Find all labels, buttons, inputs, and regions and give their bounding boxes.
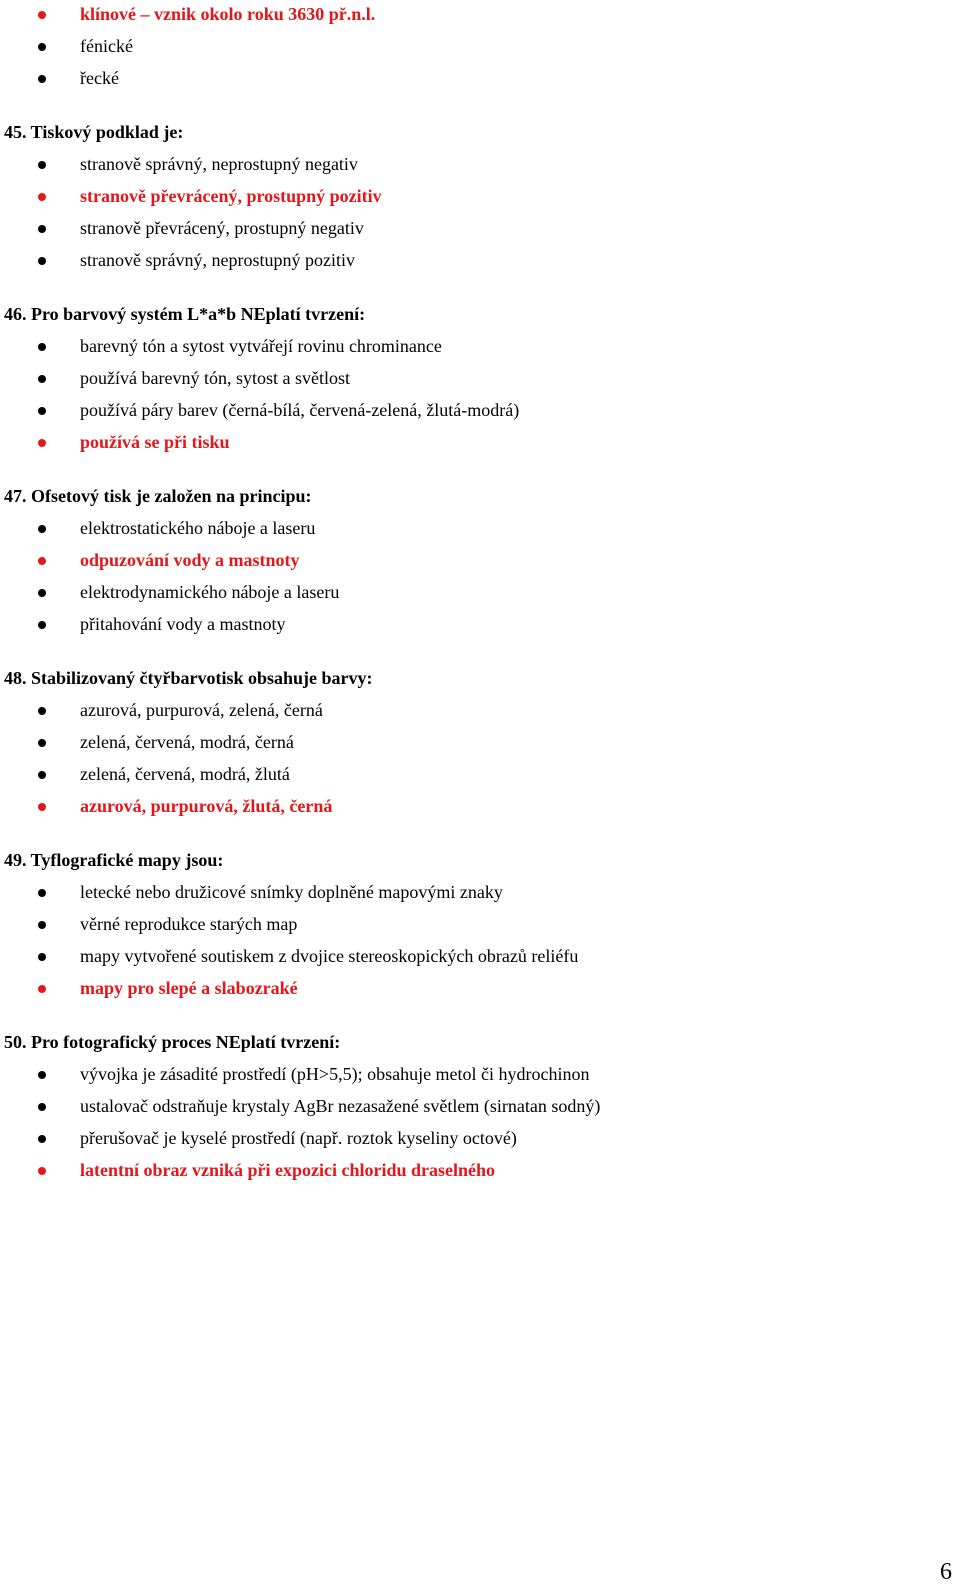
answer-item xyxy=(0,244,600,276)
question-block xyxy=(0,844,600,1004)
bullet-icon xyxy=(38,1071,46,1079)
bullet-icon xyxy=(38,739,46,747)
answer-text: vývojka je zásadité prostředí (pH>5,5); obsahuje metol či hydrochinon xyxy=(80,1064,590,1084)
answer-text: mapy vytvořené soutiskem z dvojice stereoskopických obrazů reliéfu xyxy=(80,946,579,966)
answer-text: mapy pro slepé a slabozraké xyxy=(80,978,298,998)
answer-text: fénické xyxy=(80,36,133,56)
answer-item xyxy=(0,694,600,726)
correct-answer-item xyxy=(0,426,600,458)
bullet-icon xyxy=(38,11,46,19)
answer-text: používá páry barev (černá-bílá, červená-zelená, žlutá-modrá) xyxy=(80,400,520,420)
question-block xyxy=(0,480,600,640)
bullet-icon xyxy=(38,707,46,715)
answer-item xyxy=(0,940,600,972)
answer-text: stranově správný, neprostupný negativ xyxy=(80,154,358,174)
answer-text: azurová, purpurová, zelená, černá xyxy=(80,700,323,720)
answer-text: věrné reprodukce starých map xyxy=(80,914,298,934)
bullet-icon xyxy=(38,439,46,447)
question-block xyxy=(0,1026,600,1186)
answer-text: zelená, červená, modrá, černá xyxy=(80,732,294,752)
bullet-icon xyxy=(38,407,46,415)
answer-text: ustalovač odstraňuje krystaly AgBr nezasažené světlem (sirnatan sodný) xyxy=(80,1096,601,1116)
answer-text: stranově správný, neprostupný pozitiv xyxy=(80,250,355,270)
answer-item xyxy=(0,362,600,394)
correct-answer-item xyxy=(0,0,600,30)
bullet-icon xyxy=(38,1167,46,1175)
bullet-icon xyxy=(38,525,46,533)
bullet-icon xyxy=(38,1135,46,1143)
answer-item xyxy=(0,30,600,62)
bullet-icon xyxy=(38,193,46,201)
bullet-icon xyxy=(38,953,46,961)
question-title: 48. Stabilizovaný čtyřbarvotisk obsahuje barvy: xyxy=(4,668,373,688)
answer-item xyxy=(0,394,600,426)
answer-text: latentní obraz vzniká při expozici chloridu draselného xyxy=(80,1160,496,1180)
question-title: 45. Tiskový podklad je: xyxy=(4,122,184,142)
bullet-icon xyxy=(38,889,46,897)
answer-text: stranově převrácený, prostupný negativ xyxy=(80,218,364,238)
correct-answer-item xyxy=(0,1154,600,1186)
answer-list xyxy=(0,876,600,1004)
answer-text: barevný tón a sytost vytvářejí rovinu chrominance xyxy=(80,336,442,356)
question-title: 49. Tyflografické mapy jsou: xyxy=(4,850,224,870)
document-content xyxy=(0,0,600,1186)
question-title: 50. Pro fotografický proces NEplatí tvrzení: xyxy=(4,1032,341,1052)
answer-item xyxy=(0,62,600,94)
bullet-icon xyxy=(38,803,46,811)
answer-text: odpuzování vody a mastnoty xyxy=(80,550,300,570)
answer-text: zelená, červená, modrá, žlutá xyxy=(80,764,290,784)
answer-item xyxy=(0,758,600,790)
answer-list xyxy=(0,0,600,94)
question-block xyxy=(0,662,600,822)
correct-answer-item xyxy=(0,544,600,576)
correct-answer-item xyxy=(0,180,600,212)
page-number: 6 xyxy=(940,1559,952,1585)
answer-item xyxy=(0,726,600,758)
bullet-icon xyxy=(38,921,46,929)
bullet-icon xyxy=(38,985,46,993)
bullet-icon xyxy=(38,375,46,383)
answer-list xyxy=(0,1058,600,1186)
answer-text: elektrodynamického náboje a laseru xyxy=(80,582,340,602)
answer-item xyxy=(0,1058,600,1090)
bullet-icon xyxy=(38,557,46,565)
answer-text: letecké nebo družicové snímky doplněné mapovými znaky xyxy=(80,882,503,902)
bullet-icon xyxy=(38,225,46,233)
answer-item xyxy=(0,512,600,544)
answer-item xyxy=(0,908,600,940)
question-block xyxy=(0,298,600,458)
bullet-icon xyxy=(38,343,46,351)
bullet-icon xyxy=(38,75,46,83)
answer-text: používá se při tisku xyxy=(80,432,230,452)
bullet-icon xyxy=(38,771,46,779)
answer-item xyxy=(0,608,600,640)
answer-item xyxy=(0,148,600,180)
answer-list xyxy=(0,694,600,822)
answer-text: elektrostatického náboje a laseru xyxy=(80,518,316,538)
answer-item xyxy=(0,330,600,362)
bullet-icon xyxy=(38,621,46,629)
question-block xyxy=(0,116,600,276)
answer-item xyxy=(0,876,600,908)
bullet-icon xyxy=(38,161,46,169)
answer-item xyxy=(0,1090,600,1122)
answer-text: používá barevný tón, sytost a světlost xyxy=(80,368,350,388)
answer-item xyxy=(0,1122,600,1154)
answer-text: azurová, purpurová, žlutá, černá xyxy=(80,796,333,816)
answer-item xyxy=(0,576,600,608)
correct-answer-item xyxy=(0,972,600,1004)
answer-item xyxy=(0,212,600,244)
answer-list xyxy=(0,148,600,276)
bullet-icon xyxy=(38,589,46,597)
answer-text: přitahování vody a mastnoty xyxy=(80,614,286,634)
answer-text: klínové – vznik okolo roku 3630 př.n.l. xyxy=(80,4,376,24)
question-title: 47. Ofsetový tisk je založen na principu: xyxy=(4,486,312,506)
answer-list xyxy=(0,330,600,458)
correct-answer-item xyxy=(0,790,600,822)
answer-text: stranově převrácený, prostupný pozitiv xyxy=(80,186,382,206)
bullet-icon xyxy=(38,257,46,265)
answer-text: řecké xyxy=(80,68,119,88)
answer-list xyxy=(0,512,600,640)
question-title: 46. Pro barvový systém L*a*b NEplatí tvrzení: xyxy=(4,304,366,324)
answer-text: přerušovač je kyselé prostředí (např. roztok kyseliny octové) xyxy=(80,1128,517,1148)
bullet-icon xyxy=(38,1103,46,1111)
question-continuation xyxy=(0,0,600,94)
bullet-icon xyxy=(38,43,46,51)
